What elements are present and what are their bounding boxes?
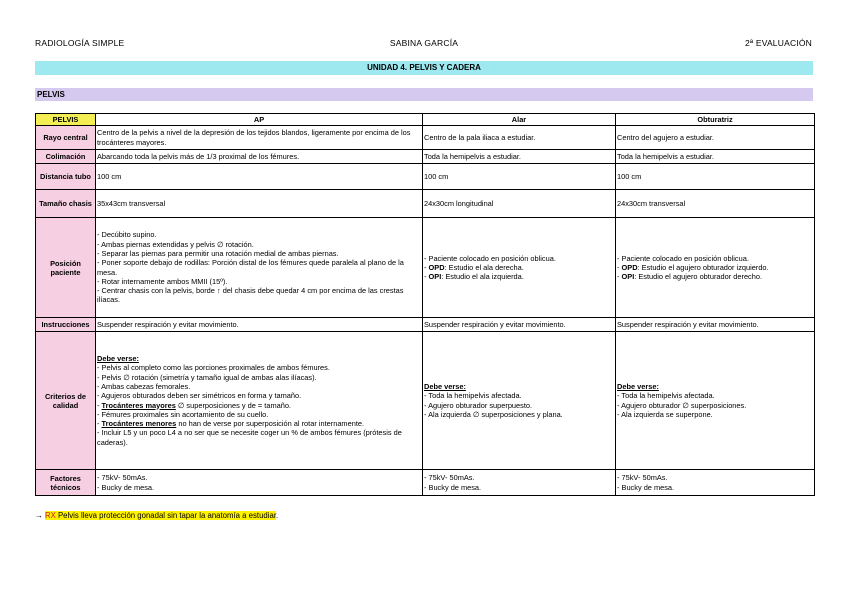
criterios-ap-list: [97, 363, 421, 447]
cell-posicion-ap: [96, 218, 423, 318]
cell-posicion-obturatriz: [616, 218, 815, 318]
cell-instrucciones-ap: Suspender respiración y evitar movimiento.: [96, 318, 423, 332]
list-item: - Paciente colocado en posición oblicua.: [617, 254, 813, 263]
list-item: - 75kV- 50mAs.: [424, 473, 614, 482]
row-header-posicion-paciente: Posición paciente: [36, 218, 96, 318]
cell-tamano-ap: 35x43cm transversal: [96, 190, 423, 218]
list-item: - 75kV- 50mAs.: [617, 473, 813, 482]
list-item: - Poner soporte debajo de rodillas: Porción distal de los fémures quede paralela al plano de la mesa.: [97, 258, 421, 277]
list-item: - Toda la hemipelvis afectada.: [617, 391, 813, 400]
posicion-ap-list: [97, 230, 421, 304]
factores-alar-list: [424, 473, 614, 492]
list-item: - Ala izquierda se superpone.: [617, 410, 813, 419]
cell-posicion-alar: [423, 218, 616, 318]
row-header-criterios-calidad: Criterios de calidad: [36, 332, 96, 470]
footer-dot: .: [276, 511, 279, 520]
list-item: [617, 272, 813, 281]
list-item: - Bucky de mesa.: [97, 483, 421, 492]
list-item: - Decúbito supino.: [97, 230, 421, 239]
cell-distancia-ap: 100 cm: [96, 164, 423, 190]
list-item: - Separar las piernas para permitir una rotación medial de ambas piernas.: [97, 249, 421, 258]
criterios-ap-heading: Debe verse:: [97, 354, 139, 364]
footer-note: [35, 511, 278, 520]
list-item: - Toda la hemipelvis afectada.: [424, 391, 614, 400]
list-item: - Ambas piernas extendidas y pelvis ∅ rotación.: [97, 240, 421, 249]
list-item: - Centrar chasis con la pelvis, borde ↑ del chasis debe quedar 4 cm por encima de las crestas ilíacas.: [97, 286, 421, 305]
column-header-alar: Alar: [423, 114, 616, 126]
table-row: [36, 318, 815, 332]
list-item: - Ala izquierda ∅ superposiciones y plana.: [424, 410, 614, 419]
cell-colimacion-ap: Abarcando toda la pelvis más de 1/3 proximal de los fémures.: [96, 150, 423, 164]
cell-factores-obturatriz: [616, 470, 815, 496]
cell-instrucciones-alar: Suspender respiración y evitar movimiento.: [423, 318, 616, 332]
column-header-obturatriz: Obturatriz: [616, 114, 815, 126]
list-item: - Ambas cabezas femorales.: [97, 382, 421, 391]
opi-label: OPI: [621, 272, 635, 282]
table-row: [36, 470, 815, 496]
factores-obturatriz-list: [617, 473, 813, 492]
row-header-tamano-chasis: Tamaño chasis: [36, 190, 96, 218]
cell-factores-alar: [423, 470, 616, 496]
cell-criterios-ap: [96, 332, 423, 470]
footer-highlight: [44, 511, 279, 520]
opd-label: OPD: [621, 262, 638, 272]
table-header-row: [36, 114, 815, 126]
list-item: [97, 419, 421, 428]
section-title-band: PELVIS: [35, 88, 813, 101]
row-header-factores-tecnicos: Factores técnicos: [36, 470, 96, 496]
list-item: - Paciente colocado en posición oblicua.: [424, 254, 614, 263]
list-item: [97, 401, 421, 410]
table-row: [36, 126, 815, 150]
cell-instrucciones-obturatriz: Suspender respiración y evitar movimiento.: [616, 318, 815, 332]
table-row: [36, 190, 815, 218]
table-row: [36, 164, 815, 190]
opd-text: : Estudio el ala derecha.: [444, 262, 524, 272]
cell-colimacion-obturatriz: Toda la hemipelvis a estudiar.: [616, 150, 815, 164]
posicion-alar-list: [424, 254, 614, 282]
list-item: [424, 272, 614, 281]
opd-text: : Estudio el agujero obturador izquierdo.: [637, 262, 769, 272]
posicion-obturatriz-list: [617, 254, 813, 282]
list-item: - Fémures proximales sin acortamiento de su cuello.: [97, 410, 421, 419]
table-row: [36, 150, 815, 164]
footer-rx: RX: [44, 511, 56, 520]
cell-rayo-central-ap: Centro de la pelvis a nivel de la depresión de los tejidos blandos, ligeramente por encima de los trocánteres mayores.: [96, 126, 423, 150]
list-item: [617, 263, 813, 272]
list-item: - Bucky de mesa.: [424, 483, 614, 492]
factores-ap-list: [97, 473, 421, 492]
arrow-icon: →: [35, 511, 45, 520]
cell-distancia-obturatriz: 100 cm: [616, 164, 815, 190]
trocanteres-menores-label: Trocánteres menores: [101, 419, 177, 429]
header-subject: RADIOLOGÍA SIMPLE: [35, 38, 125, 48]
criterios-obturatriz-heading: Debe verse:: [617, 381, 659, 391]
table-row: [36, 218, 815, 318]
cell-rayo-central-alar: Centro de la pala iliaca a estudiar.: [423, 126, 616, 150]
criterios-obturatriz-list: [617, 391, 813, 419]
row-header-distancia-tubo: Distancia tubo: [36, 164, 96, 190]
trocanteres-mayores-text: ∅ superposiciones y de = tamaño.: [175, 400, 291, 410]
cell-tamano-alar: 24x30cm longitudinal: [423, 190, 616, 218]
cell-colimacion-alar: Toda la hemipelvis a estudiar.: [423, 150, 616, 164]
opi-label: OPI: [428, 272, 442, 282]
footer-text: Pelvis lleva protección gonadal sin tapar la anatomía a estudiar: [55, 511, 276, 520]
header-evaluation: 2ª EVALUACIÓN: [745, 38, 812, 48]
list-item: - Pelvis al completo como las porciones proximales de ambos fémures.: [97, 363, 421, 372]
list-item: - Rotar internamente ambos MMII (15º).: [97, 277, 421, 286]
row-header-instrucciones: Instrucciones: [36, 318, 96, 332]
opi-text: : Estudio el ala izquierda.: [441, 272, 524, 282]
list-item: - Incluir L5 y un poco L4 a no ser que se necesite coger un % de ambos fémures (prótesis de caderas).: [97, 428, 421, 447]
list-item: - Pelvis ∅ rotación (simetría y tamaño igual de ambas alas ilíacas).: [97, 373, 421, 382]
trocanteres-menores-text: no han de verse por superposición al rotar internamente.: [176, 419, 365, 429]
cell-rayo-central-obturatriz: Centro del agujero a estudiar.: [616, 126, 815, 150]
row-header-colimacion: Colimación: [36, 150, 96, 164]
pelvis-projection-table: [35, 113, 815, 496]
row-header-rayo-central: Rayo central: [36, 126, 96, 150]
cell-criterios-alar: [423, 332, 616, 470]
list-item: - Agujero obturador ∅ superposiciones.: [617, 401, 813, 410]
unit-title-band: UNIDAD 4. PELVIS Y CADERA: [35, 61, 813, 75]
list-item: - Bucky de mesa.: [617, 483, 813, 492]
cell-distancia-alar: 100 cm: [423, 164, 616, 190]
opi-text: : Estudio el agujero obturador derecho.: [634, 272, 763, 282]
list-item: - Agujeros obturados deben ser simétricos en forma y tamaño.: [97, 391, 421, 400]
trocanteres-mayores-label: Trocánteres mayores: [101, 400, 176, 410]
opd-label: OPD: [428, 262, 445, 272]
header-author: SABINA GARCÍA: [389, 38, 459, 48]
list-item: - Agujero obturador superpuesto.: [424, 401, 614, 410]
table-row: [36, 332, 815, 470]
cell-factores-ap: [96, 470, 423, 496]
column-header-ap: AP: [96, 114, 423, 126]
cell-tamano-obturatriz: 24x30cm transversal: [616, 190, 815, 218]
table-corner-label: PELVIS: [36, 114, 96, 126]
list-item: [424, 263, 614, 272]
criterios-alar-list: [424, 391, 614, 419]
list-item: - 75kV- 50mAs.: [97, 473, 421, 482]
cell-criterios-obturatriz: [616, 332, 815, 470]
criterios-alar-heading: Debe verse:: [424, 381, 466, 391]
